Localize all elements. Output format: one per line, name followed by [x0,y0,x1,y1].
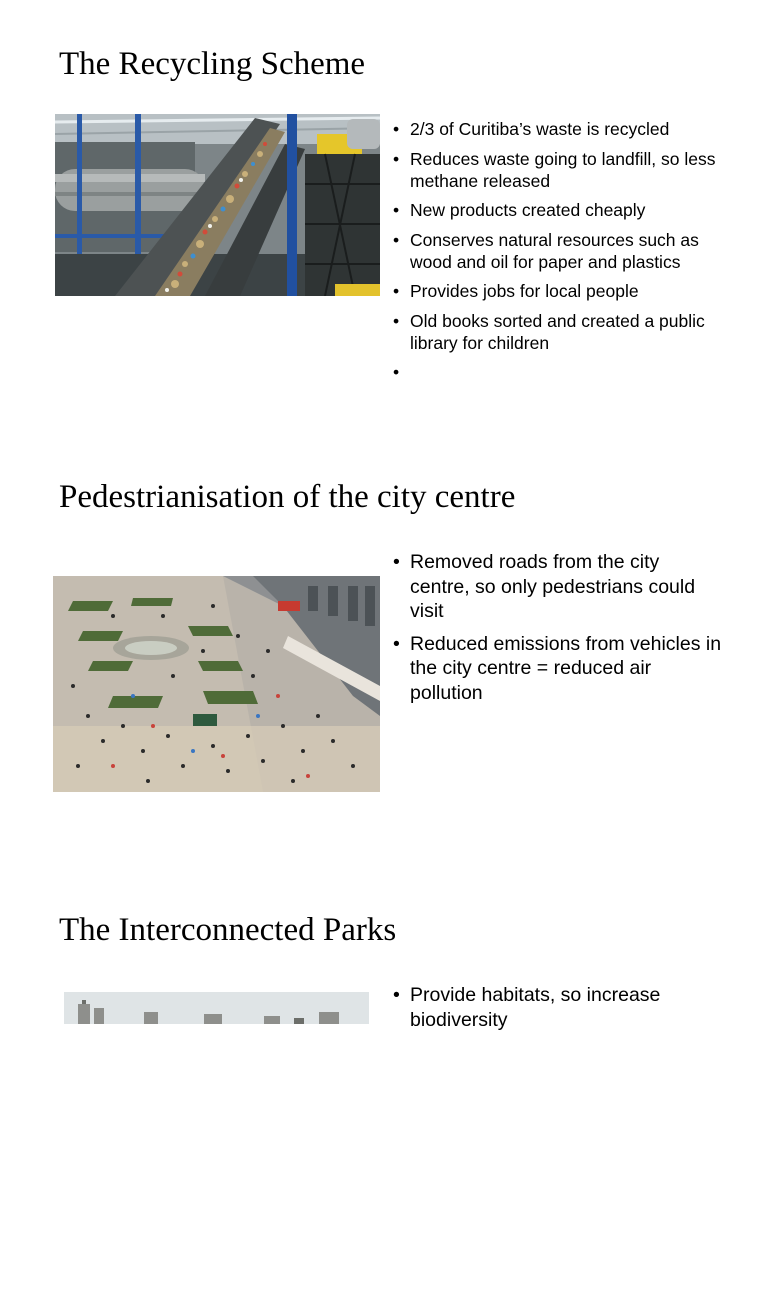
bullet-item: • Old books sorted and created a public library for children [393,310,723,354]
recycling-conveyor-image [55,114,380,296]
bullet-item: • Reduced emissions from vehicles in the city centre = reduced air pollution [393,632,723,706]
bullet-item: • Provides jobs for local people [393,280,723,302]
slide-title: The Interconnected Parks [59,912,397,948]
slide-pedestrianisation [0,433,768,866]
bullet-list [393,983,723,1040]
bullet-item: • 2/3 of Curitiba’s waste is recycled [393,118,723,140]
slide-parks [0,866,768,1299]
pedestrian-square-image [53,576,380,792]
bullet-list [393,550,723,713]
slide-recycling [0,0,768,433]
park-skyline-image [64,992,369,1024]
bullet-item: • Removed roads from the city centre, so only pedestrians could visit [393,550,723,624]
slide-title: The Recycling Scheme [59,46,366,82]
bullet-item [393,361,723,383]
bullet-item: • Provide habitats, so increase biodiversity [393,983,723,1032]
bullet-item: • Conserves natural resources such as wood and oil for paper and plastics [393,229,723,273]
bullet-list [393,118,723,391]
bullet-item: • New products created cheaply [393,199,723,221]
bullet-item: • Reduces waste going to landfill, so less methane released [393,148,723,192]
slide-title: Pedestrianisation of the city centre [59,479,516,515]
